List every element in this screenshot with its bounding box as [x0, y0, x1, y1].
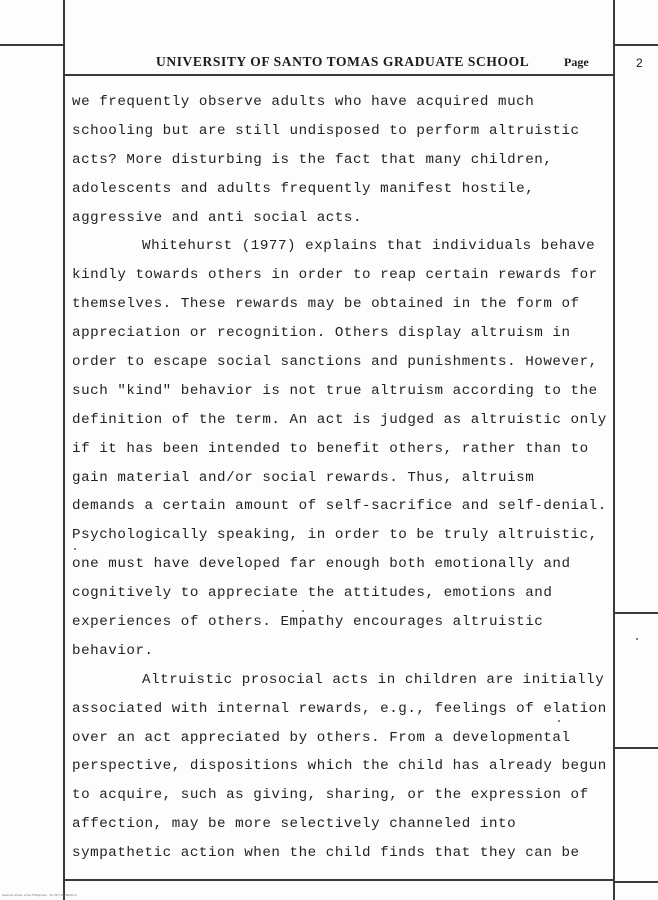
text-line: adolescents and adults frequently manifest hostile,	[72, 180, 535, 197]
left-margin-rule	[63, 0, 65, 900]
scan-speck	[558, 720, 560, 722]
text-line: to acquire, such as giving, sharing, or the expression of	[72, 787, 589, 804]
right-margin-rule	[613, 0, 615, 900]
scan-speck	[74, 548, 76, 550]
page-label: Page	[564, 55, 589, 69]
text-line: sympathetic action when the child finds that they can be	[72, 845, 580, 862]
top-right-tick-rule	[614, 44, 658, 46]
text-line: one must have developed far enough both emotionally and	[72, 556, 571, 573]
text-line: over an act appreciated by others. From a developmental	[72, 729, 571, 746]
text-line: such "kind" behavior is not true altruism according to the	[72, 382, 598, 399]
text-line: themselves. These rewards may be obtained in the form of	[72, 296, 580, 313]
text-line: kindly towards others in order to reap certain rewards for	[72, 267, 598, 284]
footer-rule	[63, 879, 613, 881]
page-number: 2	[636, 56, 643, 70]
right-tick-rule-1	[614, 612, 658, 614]
text-line: experiences of others. Empathy encourages altruistic	[72, 614, 544, 631]
scan-speck	[636, 638, 638, 640]
paragraph-first-line: Altruistic prosocial acts in children are initially	[142, 671, 605, 688]
text-line: affection, may be more selectively channeled into	[72, 816, 517, 833]
text-line: if it has been intended to benefit others, rather than to	[72, 440, 589, 457]
text-line: associated with internal rewards, e.g., feelings of elation	[72, 700, 607, 717]
text-line: gain material and/or social rewards. Thus, altruism	[72, 469, 535, 486]
body-text	[72, 90, 612, 870]
bottom-right-tick-rule	[614, 881, 658, 883]
right-tick-rule-2	[614, 747, 658, 749]
header-underline-rule	[63, 74, 613, 76]
text-line: Psychologically speaking, in order to be truly altruistic,	[72, 527, 598, 544]
top-left-tick-rule	[0, 44, 63, 46]
text-line: cognitively to appreciate the attitudes, emotions and	[72, 585, 553, 602]
text-line: perspective, dispositions which the child has already begun	[72, 758, 607, 775]
scan-footer-note: National Library of the Philippines · SL-PDT-00000001-0	[2, 893, 77, 897]
text-line: acts? More disturbing is the fact that many children,	[72, 151, 553, 168]
text-line: appreciation or recognition. Others display altruism in	[72, 325, 571, 342]
text-line: order to escape social sanctions and punishments. However,	[72, 354, 598, 371]
text-line: demands a certain amount of self-sacrifice and self-denial.	[72, 498, 607, 515]
text-line: we frequently observe adults who have acquired much	[72, 94, 535, 110]
text-line: definition of the term. An act is judged as altruistic only	[72, 411, 607, 428]
text-line: aggressive and anti social acts.	[72, 209, 363, 226]
paragraph-first-line: Whitehurst (1977) explains that individuals behave	[142, 238, 596, 255]
text-line: behavior.	[72, 642, 154, 659]
text-line: schooling but are still undisposed to perform altruistic	[72, 122, 580, 139]
scan-speck	[302, 610, 304, 612]
page-header-title: UNIVERSITY OF SANTO TOMAS GRADUATE SCHOOL	[156, 54, 530, 69]
